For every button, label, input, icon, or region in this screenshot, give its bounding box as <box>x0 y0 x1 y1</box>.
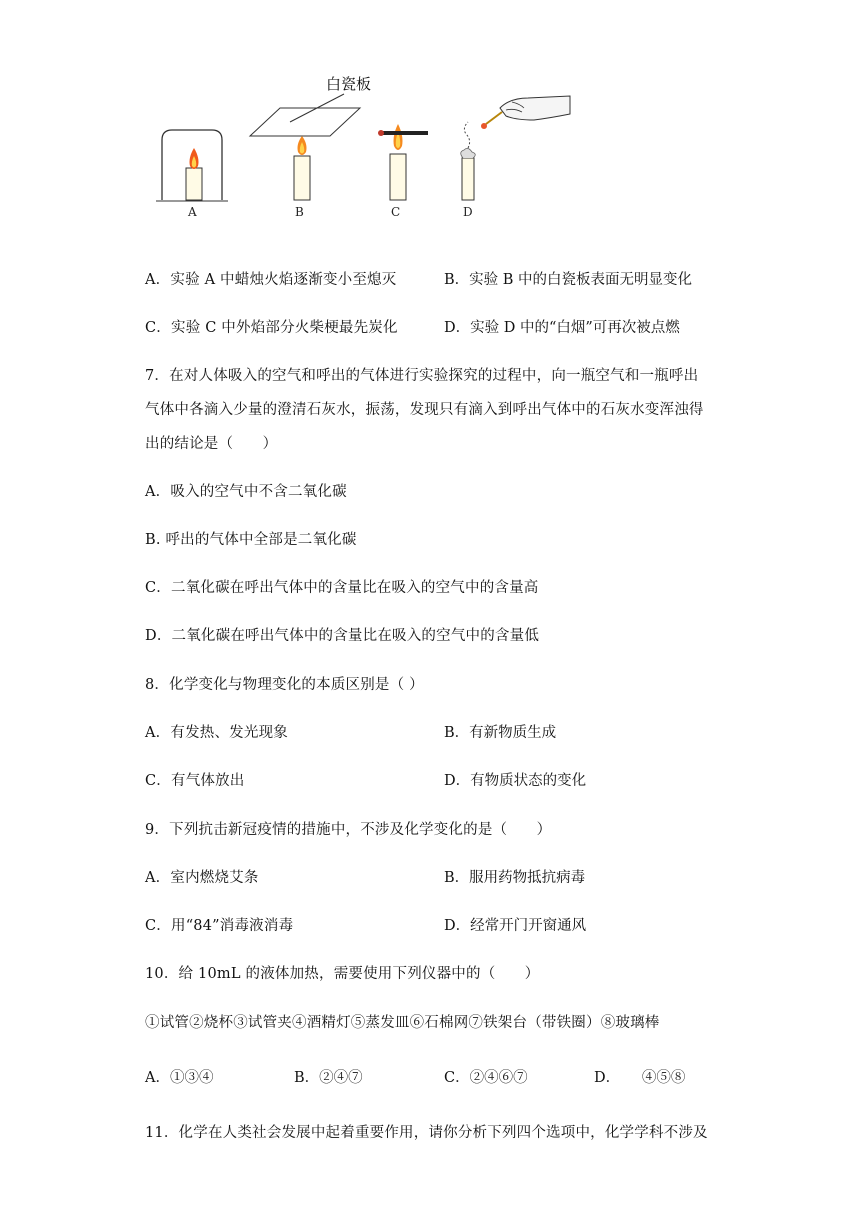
label-a: A <box>188 205 197 219</box>
candle-experiments-figure <box>150 68 580 228</box>
q10-option-a: A．①③④ <box>145 1070 214 1086</box>
label-b: B <box>295 205 304 219</box>
board-label: 白瓷板 <box>326 75 372 93</box>
q7-option-b: B. 呼出的气体中全部是二氧化碳 <box>145 532 357 548</box>
q6-option-c: C．实验 C 中外焰部分火柴梗最先炭化 <box>145 320 398 336</box>
q8-option-c: C．有气体放出 <box>145 773 245 789</box>
experiment-d <box>461 96 570 219</box>
q6-option-d: D．实验 D 中的“白烟”可再次被点燃 <box>444 320 680 336</box>
q10-items: ①试管②烧杯③试管夹④酒精灯⑤蒸发皿⑥石棉网⑦铁架台（带铁圈）⑧玻璃棒 <box>145 1015 660 1031</box>
q9-option-b: B．服用药物抵抗病毒 <box>444 870 586 886</box>
q8-stem: 8．化学变化与物理变化的本质区别是（ ） <box>145 677 424 693</box>
label-d: D <box>463 205 473 219</box>
q9-stem: 9．下列抗击新冠疫情的措施中，不涉及化学变化的是（ ） <box>145 822 552 838</box>
experiment-c <box>378 124 428 219</box>
q7-option-a: A．吸入的空气中不含二氧化碳 <box>145 484 347 500</box>
q9-option-d: D．经常开门开窗通风 <box>444 918 587 934</box>
experiment-a <box>156 130 228 219</box>
q8-option-b: B．有新物质生成 <box>444 725 557 741</box>
q8-option-d: D．有物质状态的变化 <box>444 773 587 789</box>
q7-stem-line-1: 7．在对人体吸入的空气和呼出的气体进行实验探究的过程中，向一瓶空气和一瓶呼出 <box>145 368 699 384</box>
experiment-b <box>250 108 360 219</box>
q10-stem: 10．给 10mL 的液体加热，需要使用下列仪器中的（ ） <box>145 966 540 982</box>
q10-option-c: C．②④⑥⑦ <box>444 1070 528 1086</box>
q7-stem-line-3: 出的结论是（ ） <box>145 436 278 452</box>
q8-option-a: A．有发热、发光现象 <box>145 725 288 741</box>
q7-option-d: D．二氧化碳在呼出气体中的含量比在吸入的空气中的含量低 <box>145 628 540 644</box>
q10-option-d: D． ④⑤⑧ <box>594 1070 686 1086</box>
q6-option-b: B．实验 B 中的白瓷板表面无明显变化 <box>444 272 693 288</box>
q7-stem-line-2: 气体中各滴入少量的澄清石灰水，振荡，发现只有滴入到呼出气体中的石灰水变浑浊得 <box>145 402 704 418</box>
q9-option-a: A．室内燃烧艾条 <box>145 870 259 886</box>
q6-option-a: A．实验 A 中蜡烛火焰逐渐变小至熄灭 <box>145 272 397 288</box>
q9-option-c: C．用“84”消毒液消毒 <box>145 918 294 934</box>
label-c: C <box>391 205 401 219</box>
q7-option-c: C．二氧化碳在呼出气体中的含量比在吸入的空气中的含量高 <box>145 580 539 596</box>
q10-option-b: B．②④⑦ <box>294 1070 363 1086</box>
q11-stem: 11．化学在人类社会发展中起着重要作用，请你分析下列四个选项中，化学学科不涉及 <box>145 1125 708 1141</box>
